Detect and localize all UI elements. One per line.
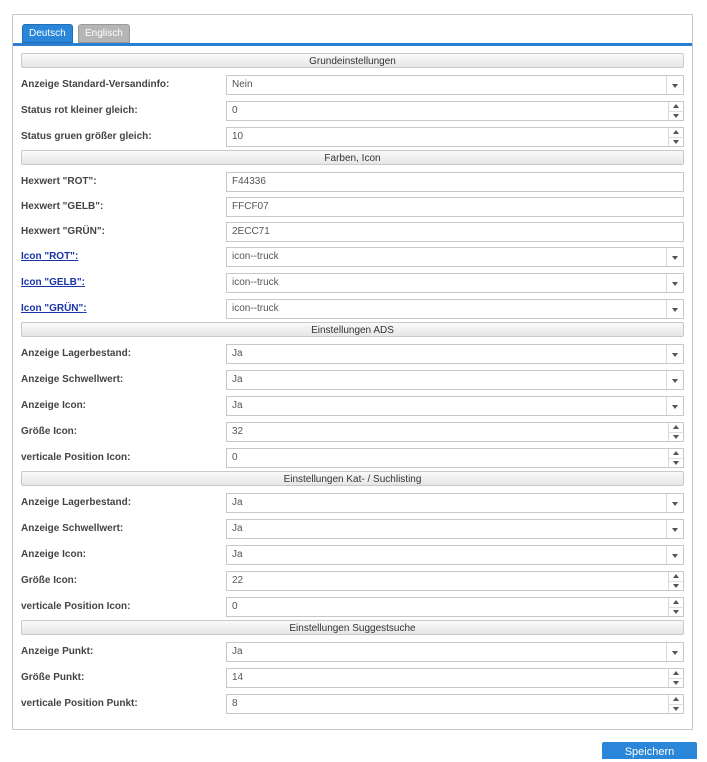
chevron-down-icon[interactable] <box>666 300 683 318</box>
label-ads-icon: Anzeige Icon: <box>21 400 87 411</box>
label-versandinfo: Anzeige Standard-Versandinfo: <box>21 79 170 90</box>
row-icon-rot <box>13 244 692 270</box>
select-suggest-punkt-value: Ja <box>232 646 243 657</box>
select-kat-icon-value: Ja <box>232 549 243 560</box>
row-kat-groesse <box>13 568 692 594</box>
row-suggest-punkt <box>13 639 692 665</box>
section-header-suggestsuche: Einstellungen Suggestsuche <box>21 620 684 635</box>
select-versandinfo-value: Nein <box>232 79 253 90</box>
chevron-down-icon[interactable] <box>666 274 683 292</box>
spinner-up-icon[interactable] <box>669 102 683 111</box>
row-kat-icon <box>13 542 692 568</box>
spinner-down-icon[interactable] <box>669 432 683 442</box>
spinner-kat-pos-value: 0 <box>232 601 238 612</box>
select-icon-gelb[interactable] <box>226 273 684 293</box>
spinner-status-gruen-value: 10 <box>232 131 244 142</box>
select-icon-rot-value: icon--truck <box>232 251 279 262</box>
spinner-kat-groesse[interactable] <box>226 571 684 591</box>
spinner-suggest-pos-value: 8 <box>232 698 238 709</box>
select-icon-gelb-value: icon--truck <box>232 277 279 288</box>
spinner-kat-groesse-value: 22 <box>232 575 244 586</box>
chevron-down-icon[interactable] <box>666 76 683 94</box>
chevron-down-icon[interactable] <box>666 345 683 363</box>
spinner-down-icon[interactable] <box>669 607 683 617</box>
label-status-gruen: Status gruen größer gleich: <box>21 131 152 142</box>
label-kat-schwell: Anzeige Schwellwert: <box>21 523 124 534</box>
save-button[interactable]: Speichern <box>602 742 697 759</box>
select-kat-schwell[interactable] <box>226 519 684 539</box>
label-kat-icon: Anzeige Icon: <box>21 549 87 560</box>
row-suggest-pos <box>13 691 692 717</box>
row-kat-pos <box>13 594 692 620</box>
link-icon-rot-text: Icon "ROT" <box>21 251 75 262</box>
select-ads-lager[interactable] <box>226 344 684 364</box>
settings-panel <box>12 14 693 730</box>
spinner-down-icon[interactable] <box>669 137 683 147</box>
row-hex-rot <box>13 169 692 194</box>
row-hex-gelb <box>13 194 692 219</box>
row-ads-schwell <box>13 367 692 393</box>
row-status-gruen <box>13 124 692 150</box>
spinner-up-icon[interactable] <box>669 128 683 137</box>
row-icon-gruen <box>13 296 692 322</box>
chevron-down-icon[interactable] <box>666 643 683 661</box>
select-kat-lager-value: Ja <box>232 497 243 508</box>
select-kat-lager[interactable] <box>226 493 684 513</box>
label-hex-rot: Hexwert "ROT": <box>21 176 97 187</box>
row-status-rot <box>13 98 692 124</box>
row-ads-lager <box>13 341 692 367</box>
select-icon-gruen[interactable] <box>226 299 684 319</box>
row-suggest-groesse <box>13 665 692 691</box>
section-header-farben: Farben, Icon <box>21 150 684 165</box>
input-hex-gelb[interactable]: FFCF07 <box>226 197 684 217</box>
spinner-down-icon[interactable] <box>669 704 683 714</box>
spinner-up-icon[interactable] <box>669 423 683 432</box>
label-ads-groesse: Größe Icon: <box>21 426 78 437</box>
label-kat-groesse: Größe Icon: <box>21 575 78 586</box>
row-ads-groesse <box>13 419 692 445</box>
settings-form <box>13 53 692 717</box>
section-header-kat-suchlisting: Einstellungen Kat- / Suchlisting <box>21 471 684 486</box>
spinner-ads-pos-value: 0 <box>232 452 238 463</box>
select-ads-icon[interactable] <box>226 396 684 416</box>
spinner-up-icon[interactable] <box>669 598 683 607</box>
section-header-ads: Einstellungen ADS <box>21 322 684 337</box>
spinner-up-icon[interactable] <box>669 695 683 704</box>
chevron-down-icon[interactable] <box>666 546 683 564</box>
label-hex-gruen: Hexwert "GRÜN": <box>21 226 105 237</box>
spinner-down-icon[interactable] <box>669 678 683 688</box>
select-kat-icon[interactable] <box>226 545 684 565</box>
row-ads-icon <box>13 393 692 419</box>
language-tabs <box>13 15 692 46</box>
select-suggest-punkt[interactable] <box>226 642 684 662</box>
select-versandinfo[interactable] <box>226 75 684 95</box>
label-ads-pos: verticale Position Icon: <box>21 452 131 463</box>
section-header-grundeinstellungen: Grundeinstellungen <box>21 53 684 68</box>
spinner-down-icon[interactable] <box>669 581 683 591</box>
select-ads-schwell[interactable] <box>226 370 684 390</box>
chevron-down-icon[interactable] <box>666 397 683 415</box>
label-ads-lager: Anzeige Lagerbestand: <box>21 348 132 359</box>
chevron-down-icon[interactable] <box>666 248 683 266</box>
select-icon-rot[interactable] <box>226 247 684 267</box>
select-ads-schwell-value: Ja <box>232 374 243 385</box>
link-icon-gruen[interactable]: Icon "GRÜN": <box>21 303 87 314</box>
label-status-rot: Status rot kleiner gleich: <box>21 105 138 116</box>
spinner-kat-pos[interactable] <box>226 597 684 617</box>
tab-deutsch[interactable]: Deutsch <box>22 24 73 43</box>
chevron-down-icon[interactable] <box>666 371 683 389</box>
spinner-ads-pos[interactable] <box>226 448 684 468</box>
spinner-up-icon[interactable] <box>669 669 683 678</box>
spinner-status-rot[interactable] <box>226 101 684 121</box>
label-suggest-pos: verticale Position Punkt: <box>21 698 138 709</box>
spinner-up-icon[interactable] <box>669 572 683 581</box>
input-hex-gruen[interactable]: 2ECC71 <box>226 222 684 242</box>
link-icon-gruen-text: Icon "GRÜN" <box>21 303 84 314</box>
spinner-status-rot-value: 0 <box>232 105 238 116</box>
row-kat-lager <box>13 490 692 516</box>
spinner-ads-groesse[interactable] <box>226 422 684 442</box>
select-ads-icon-value: Ja <box>232 400 243 411</box>
row-ads-pos <box>13 445 692 471</box>
chevron-down-icon[interactable] <box>666 520 683 538</box>
label-suggest-groesse: Größe Punkt: <box>21 672 85 683</box>
row-hex-gruen <box>13 219 692 244</box>
label-kat-lager: Anzeige Lagerbestand: <box>21 497 132 508</box>
row-kat-schwell <box>13 516 692 542</box>
row-icon-gelb <box>13 270 692 296</box>
chevron-down-icon[interactable] <box>666 494 683 512</box>
link-icon-gelb-text: Icon "GELB" <box>21 277 82 288</box>
spinner-down-icon[interactable] <box>669 458 683 468</box>
spinner-suggest-pos[interactable] <box>226 694 684 714</box>
select-ads-lager-value: Ja <box>232 348 243 359</box>
label-ads-schwell: Anzeige Schwellwert: <box>21 374 124 385</box>
spinner-down-icon[interactable] <box>669 111 683 121</box>
select-kat-schwell-value: Ja <box>232 523 243 534</box>
select-icon-gruen-value: icon--truck <box>232 303 279 314</box>
tab-englisch[interactable]: Englisch <box>78 24 130 43</box>
link-icon-gelb[interactable]: Icon "GELB": <box>21 277 85 288</box>
spinner-ads-groesse-value: 32 <box>232 426 244 437</box>
input-hex-rot[interactable]: F44336 <box>226 172 684 192</box>
label-kat-pos: verticale Position Icon: <box>21 601 131 612</box>
row-versandinfo <box>13 72 692 98</box>
label-hex-gelb: Hexwert "GELB": <box>21 201 104 212</box>
spinner-suggest-groesse[interactable] <box>226 668 684 688</box>
spinner-up-icon[interactable] <box>669 449 683 458</box>
link-icon-rot[interactable]: Icon "ROT": <box>21 251 79 262</box>
label-suggest-punkt: Anzeige Punkt: <box>21 646 94 657</box>
spinner-status-gruen[interactable] <box>226 127 684 147</box>
spinner-suggest-groesse-value: 14 <box>232 672 244 683</box>
